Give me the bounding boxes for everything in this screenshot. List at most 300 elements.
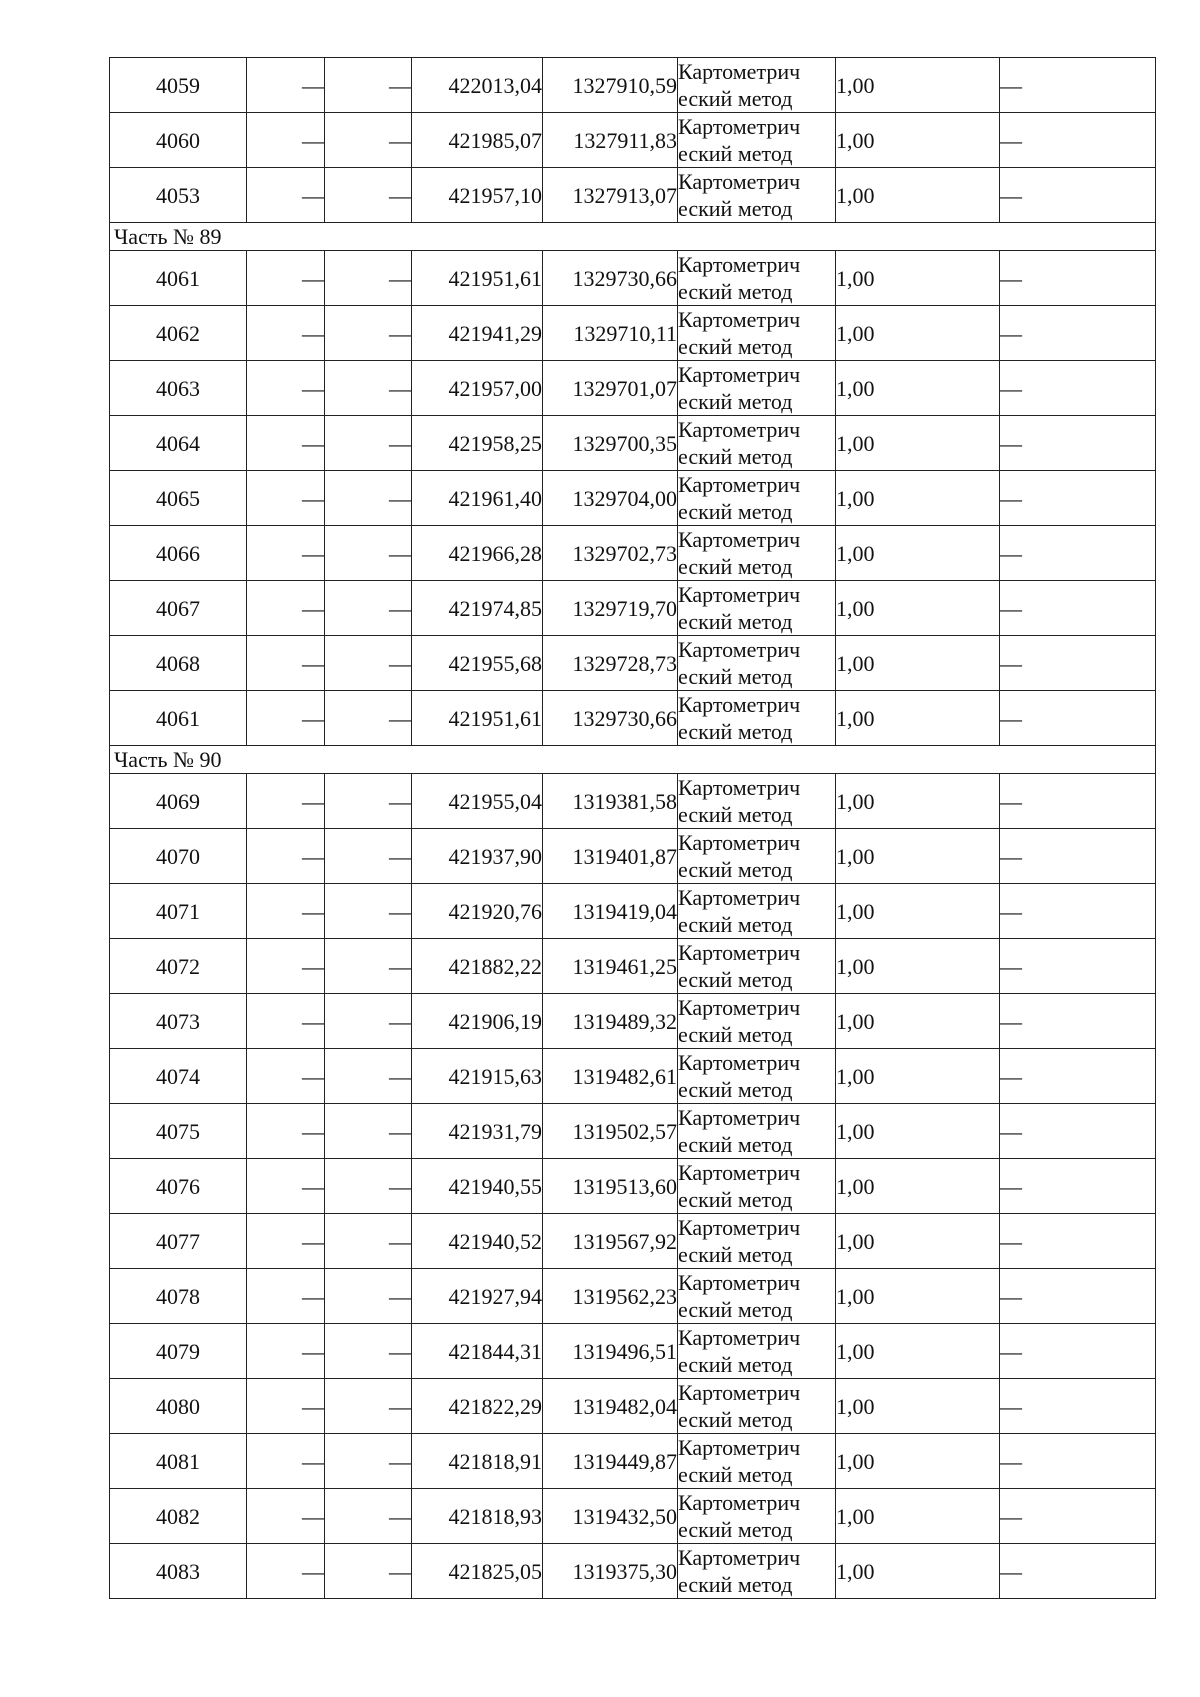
table-row <box>110 774 1156 829</box>
empty-dash-cell: — <box>1000 113 1156 168</box>
table-row <box>110 526 1156 581</box>
method-text-line: еский метод <box>678 444 793 469</box>
method-text-line: еский метод <box>678 1572 793 1597</box>
method-cell <box>678 58 836 113</box>
coordinate-y-cell: 1319461,25 <box>543 939 678 994</box>
coordinate-y-cell: 1329700,35 <box>543 416 678 471</box>
table-row <box>110 306 1156 361</box>
empty-dash-cell: — <box>1000 581 1156 636</box>
precision-cell: 1,00 <box>836 636 1000 691</box>
table-row <box>110 829 1156 884</box>
coordinate-y-cell: 1319489,32 <box>543 994 678 1049</box>
coordinate-y-cell: 1319419,04 <box>543 884 678 939</box>
empty-dash-cell: — <box>325 1269 412 1324</box>
coordinate-y-cell: 1319401,87 <box>543 829 678 884</box>
method-cell <box>678 1159 836 1214</box>
point-number-cell: 4076 <box>110 1159 247 1214</box>
empty-dash-cell: — <box>1000 1049 1156 1104</box>
coordinate-x-cell: 421941,29 <box>412 306 543 361</box>
table-row <box>110 1544 1156 1599</box>
empty-dash-cell: — <box>247 251 325 306</box>
empty-dash-cell: — <box>1000 884 1156 939</box>
method-text-line: Картометрич <box>678 830 801 855</box>
empty-dash-cell: — <box>247 884 325 939</box>
coordinate-y-cell: 1319482,04 <box>543 1379 678 1434</box>
empty-dash-cell: — <box>247 58 325 113</box>
empty-dash-cell: — <box>325 1159 412 1214</box>
method-text-line: Картометрич <box>678 995 801 1020</box>
method-cell <box>678 361 836 416</box>
method-cell <box>678 1049 836 1104</box>
method-cell <box>678 774 836 829</box>
table-row <box>110 58 1156 113</box>
method-text-line: еский метод <box>678 1517 793 1542</box>
precision-cell: 1,00 <box>836 774 1000 829</box>
method-text-line: Картометрич <box>678 252 801 277</box>
coordinate-y-cell: 1319567,92 <box>543 1214 678 1269</box>
coordinate-x-cell: 421915,63 <box>412 1049 543 1104</box>
coordinate-x-cell: 421937,90 <box>412 829 543 884</box>
method-text-line: Картометрич <box>678 114 801 139</box>
empty-dash-cell: — <box>325 636 412 691</box>
empty-dash-cell: — <box>325 994 412 1049</box>
table-body <box>110 58 1156 1599</box>
empty-dash-cell: — <box>1000 58 1156 113</box>
method-text-line: Картометрич <box>678 1325 801 1350</box>
precision-cell: 1,00 <box>836 1104 1000 1159</box>
coordinate-x-cell: 421906,19 <box>412 994 543 1049</box>
empty-dash-cell: — <box>325 1214 412 1269</box>
coordinate-x-cell: 421882,22 <box>412 939 543 994</box>
precision-cell: 1,00 <box>836 526 1000 581</box>
method-text-line: Картометрич <box>678 775 801 800</box>
coordinate-y-cell: 1329702,73 <box>543 526 678 581</box>
table-row <box>110 113 1156 168</box>
table-row <box>110 1049 1156 1104</box>
method-text-line: Картометрич <box>678 59 801 84</box>
method-text-line: еский метод <box>678 609 793 634</box>
method-cell <box>678 691 836 746</box>
precision-cell: 1,00 <box>836 1049 1000 1104</box>
method-text-line: Картометрич <box>678 307 801 332</box>
method-text-line: еский метод <box>678 967 793 992</box>
method-cell <box>678 1104 836 1159</box>
coordinate-y-cell: 1327910,59 <box>543 58 678 113</box>
empty-dash-cell: — <box>1000 1544 1156 1599</box>
coordinate-x-cell: 421958,25 <box>412 416 543 471</box>
empty-dash-cell: — <box>325 168 412 223</box>
coordinate-x-cell: 421957,00 <box>412 361 543 416</box>
precision-cell: 1,00 <box>836 113 1000 168</box>
empty-dash-cell: — <box>247 1324 325 1379</box>
method-text-line: Картометрич <box>678 582 801 607</box>
method-text-line: еский метод <box>678 664 793 689</box>
coordinate-y-cell: 1319381,58 <box>543 774 678 829</box>
method-cell <box>678 829 836 884</box>
method-text-line: Картометрич <box>678 1545 801 1570</box>
empty-dash-cell: — <box>247 1214 325 1269</box>
empty-dash-cell: — <box>325 113 412 168</box>
table-row <box>110 1379 1156 1434</box>
table-row <box>110 471 1156 526</box>
table-row <box>110 1324 1156 1379</box>
empty-dash-cell: — <box>325 581 412 636</box>
empty-dash-cell: — <box>247 691 325 746</box>
coordinate-x-cell: 421974,85 <box>412 581 543 636</box>
precision-cell: 1,00 <box>836 884 1000 939</box>
table-row <box>110 581 1156 636</box>
empty-dash-cell: — <box>325 251 412 306</box>
coordinate-y-cell: 1327911,83 <box>543 113 678 168</box>
precision-cell: 1,00 <box>836 58 1000 113</box>
method-text-line: еский метод <box>678 1297 793 1322</box>
method-text-line: еский метод <box>678 196 793 221</box>
point-number-cell: 4077 <box>110 1214 247 1269</box>
point-number-cell: 4060 <box>110 113 247 168</box>
coordinate-x-cell: 421940,55 <box>412 1159 543 1214</box>
method-cell <box>678 113 836 168</box>
coordinate-y-cell: 1319449,87 <box>543 1434 678 1489</box>
table-row <box>110 168 1156 223</box>
coordinate-x-cell: 421818,91 <box>412 1434 543 1489</box>
empty-dash-cell: — <box>1000 1159 1156 1214</box>
coordinate-x-cell: 421940,52 <box>412 1214 543 1269</box>
precision-cell: 1,00 <box>836 994 1000 1049</box>
method-text-line: еский метод <box>678 912 793 937</box>
table-row <box>110 251 1156 306</box>
empty-dash-cell: — <box>247 416 325 471</box>
precision-cell: 1,00 <box>836 1214 1000 1269</box>
table-row <box>110 1434 1156 1489</box>
coordinate-y-cell: 1319496,51 <box>543 1324 678 1379</box>
method-text-line: Картометрич <box>678 169 801 194</box>
empty-dash-cell: — <box>247 306 325 361</box>
empty-dash-cell: — <box>325 884 412 939</box>
empty-dash-cell: — <box>1000 1434 1156 1489</box>
part-header-row <box>110 223 1156 251</box>
empty-dash-cell: — <box>1000 306 1156 361</box>
empty-dash-cell: — <box>325 939 412 994</box>
method-text-line: Картометрич <box>678 417 801 442</box>
method-text-line: Картометрич <box>678 1215 801 1240</box>
part-label: Часть № 89 <box>110 223 1156 251</box>
empty-dash-cell: — <box>247 1489 325 1544</box>
precision-cell: 1,00 <box>836 1379 1000 1434</box>
method-cell <box>678 581 836 636</box>
method-text-line: Картометрич <box>678 1380 801 1405</box>
coordinate-x-cell: 421961,40 <box>412 471 543 526</box>
coordinate-y-cell: 1319482,61 <box>543 1049 678 1104</box>
table-row <box>110 361 1156 416</box>
precision-cell: 1,00 <box>836 829 1000 884</box>
coordinate-x-cell: 421951,61 <box>412 691 543 746</box>
method-text-line: Картометрич <box>678 472 801 497</box>
precision-cell: 1,00 <box>836 581 1000 636</box>
method-cell <box>678 1379 836 1434</box>
method-text-line: еский метод <box>678 1352 793 1377</box>
empty-dash-cell: — <box>247 1104 325 1159</box>
method-text-line: еский метод <box>678 141 793 166</box>
empty-dash-cell: — <box>325 1544 412 1599</box>
method-text-line: Картометрич <box>678 885 801 910</box>
method-cell <box>678 1214 836 1269</box>
precision-cell: 1,00 <box>836 1434 1000 1489</box>
empty-dash-cell: — <box>1000 416 1156 471</box>
empty-dash-cell: — <box>247 774 325 829</box>
method-text-line: еский метод <box>678 1077 793 1102</box>
coordinate-y-cell: 1329728,73 <box>543 636 678 691</box>
point-number-cell: 4075 <box>110 1104 247 1159</box>
empty-dash-cell: — <box>247 471 325 526</box>
empty-dash-cell: — <box>247 361 325 416</box>
method-cell <box>678 471 836 526</box>
coordinate-x-cell: 421825,05 <box>412 1544 543 1599</box>
coordinate-x-cell: 421927,94 <box>412 1269 543 1324</box>
method-text-line: еский метод <box>678 1132 793 1157</box>
empty-dash-cell: — <box>247 1269 325 1324</box>
method-cell <box>678 939 836 994</box>
empty-dash-cell: — <box>247 1379 325 1434</box>
coordinate-y-cell: 1329701,07 <box>543 361 678 416</box>
empty-dash-cell: — <box>247 1434 325 1489</box>
coordinate-y-cell: 1329730,66 <box>543 251 678 306</box>
table-row <box>110 416 1156 471</box>
method-cell <box>678 1434 836 1489</box>
method-text-line: еский метод <box>678 719 793 744</box>
method-cell <box>678 884 836 939</box>
coordinate-x-cell: 421931,79 <box>412 1104 543 1159</box>
empty-dash-cell: — <box>247 526 325 581</box>
empty-dash-cell: — <box>325 58 412 113</box>
method-text-line: еский метод <box>678 279 793 304</box>
coordinate-y-cell: 1329710,11 <box>543 306 678 361</box>
method-text-line: еский метод <box>678 554 793 579</box>
method-text-line: еский метод <box>678 86 793 111</box>
empty-dash-cell: — <box>325 306 412 361</box>
method-cell <box>678 306 836 361</box>
point-number-cell: 4061 <box>110 251 247 306</box>
table-row <box>110 994 1156 1049</box>
part-header-row <box>110 746 1156 774</box>
empty-dash-cell: — <box>1000 361 1156 416</box>
coordinate-y-cell: 1329730,66 <box>543 691 678 746</box>
empty-dash-cell: — <box>247 939 325 994</box>
method-cell <box>678 1544 836 1599</box>
empty-dash-cell: — <box>247 994 325 1049</box>
empty-dash-cell: — <box>1000 774 1156 829</box>
coordinate-x-cell: 421818,93 <box>412 1489 543 1544</box>
coordinate-x-cell: 421955,68 <box>412 636 543 691</box>
method-cell <box>678 636 836 691</box>
coordinate-x-cell: 421966,28 <box>412 526 543 581</box>
empty-dash-cell: — <box>247 113 325 168</box>
precision-cell: 1,00 <box>836 1544 1000 1599</box>
method-text-line: Картометрич <box>678 527 801 552</box>
point-number-cell: 4067 <box>110 581 247 636</box>
point-number-cell: 4064 <box>110 416 247 471</box>
coordinate-y-cell: 1319502,57 <box>543 1104 678 1159</box>
table-row <box>110 1269 1156 1324</box>
table-row <box>110 1104 1156 1159</box>
empty-dash-cell: — <box>247 581 325 636</box>
empty-dash-cell: — <box>1000 168 1156 223</box>
empty-dash-cell: — <box>1000 471 1156 526</box>
empty-dash-cell: — <box>247 829 325 884</box>
point-number-cell: 4063 <box>110 361 247 416</box>
method-text-line: Картометрич <box>678 692 801 717</box>
point-number-cell: 4069 <box>110 774 247 829</box>
precision-cell: 1,00 <box>836 361 1000 416</box>
empty-dash-cell: — <box>1000 1324 1156 1379</box>
point-number-cell: 4059 <box>110 58 247 113</box>
precision-cell: 1,00 <box>836 471 1000 526</box>
part-label: Часть № 90 <box>110 746 1156 774</box>
point-number-cell: 4082 <box>110 1489 247 1544</box>
point-number-cell: 4083 <box>110 1544 247 1599</box>
method-text-line: Картометрич <box>678 1270 801 1295</box>
method-text-line: еский метод <box>678 1242 793 1267</box>
method-text-line: Картометрич <box>678 1435 801 1460</box>
empty-dash-cell: — <box>325 1104 412 1159</box>
table-row <box>110 884 1156 939</box>
method-text-line: Картометрич <box>678 1105 801 1130</box>
coordinate-x-cell: 421985,07 <box>412 113 543 168</box>
empty-dash-cell: — <box>1000 1489 1156 1544</box>
point-number-cell: 4066 <box>110 526 247 581</box>
empty-dash-cell: — <box>247 636 325 691</box>
coordinates-table <box>109 57 1156 1599</box>
empty-dash-cell: — <box>1000 691 1156 746</box>
coordinate-y-cell: 1329704,00 <box>543 471 678 526</box>
coordinate-x-cell: 422013,04 <box>412 58 543 113</box>
empty-dash-cell: — <box>325 471 412 526</box>
table-row <box>110 1489 1156 1544</box>
point-number-cell: 4074 <box>110 1049 247 1104</box>
precision-cell: 1,00 <box>836 1489 1000 1544</box>
coordinate-x-cell: 421957,10 <box>412 168 543 223</box>
point-number-cell: 4072 <box>110 939 247 994</box>
method-text-line: Картометрич <box>678 1050 801 1075</box>
method-text-line: еский метод <box>678 499 793 524</box>
empty-dash-cell: — <box>247 1049 325 1104</box>
method-text-line: еский метод <box>678 1407 793 1432</box>
method-text-line: еский метод <box>678 1462 793 1487</box>
precision-cell: 1,00 <box>836 691 1000 746</box>
precision-cell: 1,00 <box>836 251 1000 306</box>
empty-dash-cell: — <box>1000 1214 1156 1269</box>
table-row <box>110 1159 1156 1214</box>
coordinate-y-cell: 1319375,30 <box>543 1544 678 1599</box>
point-number-cell: 4079 <box>110 1324 247 1379</box>
method-cell <box>678 1489 836 1544</box>
empty-dash-cell: — <box>325 691 412 746</box>
point-number-cell: 4070 <box>110 829 247 884</box>
table-row <box>110 691 1156 746</box>
empty-dash-cell: — <box>247 1544 325 1599</box>
empty-dash-cell: — <box>1000 939 1156 994</box>
empty-dash-cell: — <box>1000 251 1156 306</box>
method-text-line: еский метод <box>678 857 793 882</box>
empty-dash-cell: — <box>325 774 412 829</box>
point-number-cell: 4053 <box>110 168 247 223</box>
empty-dash-cell: — <box>325 1049 412 1104</box>
empty-dash-cell: — <box>325 361 412 416</box>
empty-dash-cell: — <box>325 1434 412 1489</box>
empty-dash-cell: — <box>325 1324 412 1379</box>
method-cell <box>678 168 836 223</box>
method-text-line: Картометрич <box>678 940 801 965</box>
coordinate-x-cell: 421951,61 <box>412 251 543 306</box>
table-row <box>110 636 1156 691</box>
empty-dash-cell: — <box>1000 1379 1156 1434</box>
coordinate-y-cell: 1327913,07 <box>543 168 678 223</box>
precision-cell: 1,00 <box>836 1269 1000 1324</box>
precision-cell: 1,00 <box>836 416 1000 471</box>
method-cell <box>678 416 836 471</box>
empty-dash-cell: — <box>247 168 325 223</box>
precision-cell: 1,00 <box>836 1324 1000 1379</box>
empty-dash-cell: — <box>1000 526 1156 581</box>
empty-dash-cell: — <box>1000 1269 1156 1324</box>
coordinate-y-cell: 1319432,50 <box>543 1489 678 1544</box>
empty-dash-cell: — <box>325 416 412 471</box>
empty-dash-cell: — <box>325 829 412 884</box>
method-text-line: еский метод <box>678 1022 793 1047</box>
coordinate-x-cell: 421822,29 <box>412 1379 543 1434</box>
point-number-cell: 4081 <box>110 1434 247 1489</box>
point-number-cell: 4068 <box>110 636 247 691</box>
precision-cell: 1,00 <box>836 939 1000 994</box>
method-text-line: еский метод <box>678 389 793 414</box>
point-number-cell: 4062 <box>110 306 247 361</box>
point-number-cell: 4065 <box>110 471 247 526</box>
empty-dash-cell: — <box>1000 636 1156 691</box>
method-text-line: Картометрич <box>678 1490 801 1515</box>
point-number-cell: 4080 <box>110 1379 247 1434</box>
method-cell <box>678 526 836 581</box>
coordinate-y-cell: 1319562,23 <box>543 1269 678 1324</box>
table-row <box>110 1214 1156 1269</box>
empty-dash-cell: — <box>1000 829 1156 884</box>
point-number-cell: 4078 <box>110 1269 247 1324</box>
empty-dash-cell: — <box>247 1159 325 1214</box>
empty-dash-cell: — <box>325 1379 412 1434</box>
point-number-cell: 4061 <box>110 691 247 746</box>
coordinate-x-cell: 421844,31 <box>412 1324 543 1379</box>
point-number-cell: 4071 <box>110 884 247 939</box>
coordinate-y-cell: 1319513,60 <box>543 1159 678 1214</box>
empty-dash-cell: — <box>325 1489 412 1544</box>
method-text-line: еский метод <box>678 802 793 827</box>
method-text-line: Картометрич <box>678 362 801 387</box>
precision-cell: 1,00 <box>836 1159 1000 1214</box>
empty-dash-cell: — <box>1000 1104 1156 1159</box>
method-text-line: Картометрич <box>678 1160 801 1185</box>
coordinate-x-cell: 421955,04 <box>412 774 543 829</box>
empty-dash-cell: — <box>325 526 412 581</box>
coordinate-x-cell: 421920,76 <box>412 884 543 939</box>
point-number-cell: 4073 <box>110 994 247 1049</box>
method-text-line: еский метод <box>678 334 793 359</box>
method-text-line: Картометрич <box>678 637 801 662</box>
empty-dash-cell: — <box>1000 994 1156 1049</box>
method-cell <box>678 251 836 306</box>
coordinate-y-cell: 1329719,70 <box>543 581 678 636</box>
method-cell <box>678 994 836 1049</box>
table-row <box>110 939 1156 994</box>
method-cell <box>678 1324 836 1379</box>
method-text-line: еский метод <box>678 1187 793 1212</box>
